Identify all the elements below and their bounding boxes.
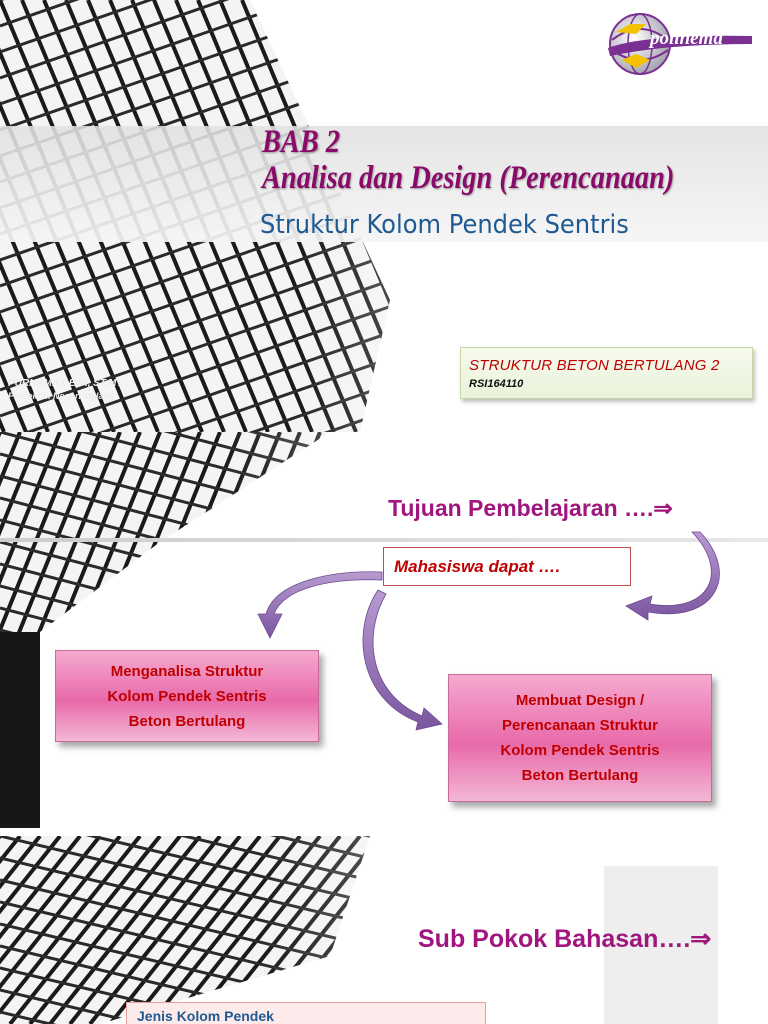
intro-text: Mahasiswa dapat …. <box>394 557 561 576</box>
author-institution: Politeknik Negeri Malang <box>8 391 115 401</box>
chapter-title: Analisa dan Design (Perencanaan) <box>262 160 675 196</box>
slide-learning-objectives <box>0 432 768 828</box>
objective-analyze-text: Menganalisa Struktur Kolom Pendek Sentris Beton Bertulang <box>107 662 267 730</box>
objective-design-box <box>448 674 712 802</box>
chapter-label: BAB 2 <box>262 124 341 160</box>
subtopic-item <box>126 1002 486 1024</box>
polinema-logo <box>606 10 756 78</box>
course-code: RSI164110 <box>469 378 524 390</box>
slide-title <box>0 0 768 432</box>
objective-design-text: Membuat Design / Perencanaan Struktur Kolom Pendek Sentris Beton Bertulang <box>500 692 660 784</box>
course-name: STRUKTUR BETON BERTULANG 2 <box>469 357 720 374</box>
course-info-box <box>460 347 753 399</box>
objective-analyze-box <box>55 650 319 742</box>
author-name: PURNAMA DEWI, ST.MT <box>8 378 123 389</box>
slide-subtitle: Struktur Kolom Pendek Sentris <box>260 210 629 240</box>
arrow-from-title <box>626 532 719 620</box>
subtopic-item-text: Jenis Kolom Pendek <box>137 1008 274 1024</box>
arrow-to-right-box <box>363 590 442 730</box>
subtopics-heading: Sub Pokok Bahasan….⇒ <box>418 925 712 953</box>
svg-text:polinema: polinema <box>650 28 723 49</box>
slide-sub-topics <box>0 836 768 1024</box>
objectives-heading: Tujuan Pembelajaran ….⇒ <box>388 495 673 521</box>
author-block <box>8 378 122 401</box>
arrow-to-left-box <box>258 572 382 638</box>
